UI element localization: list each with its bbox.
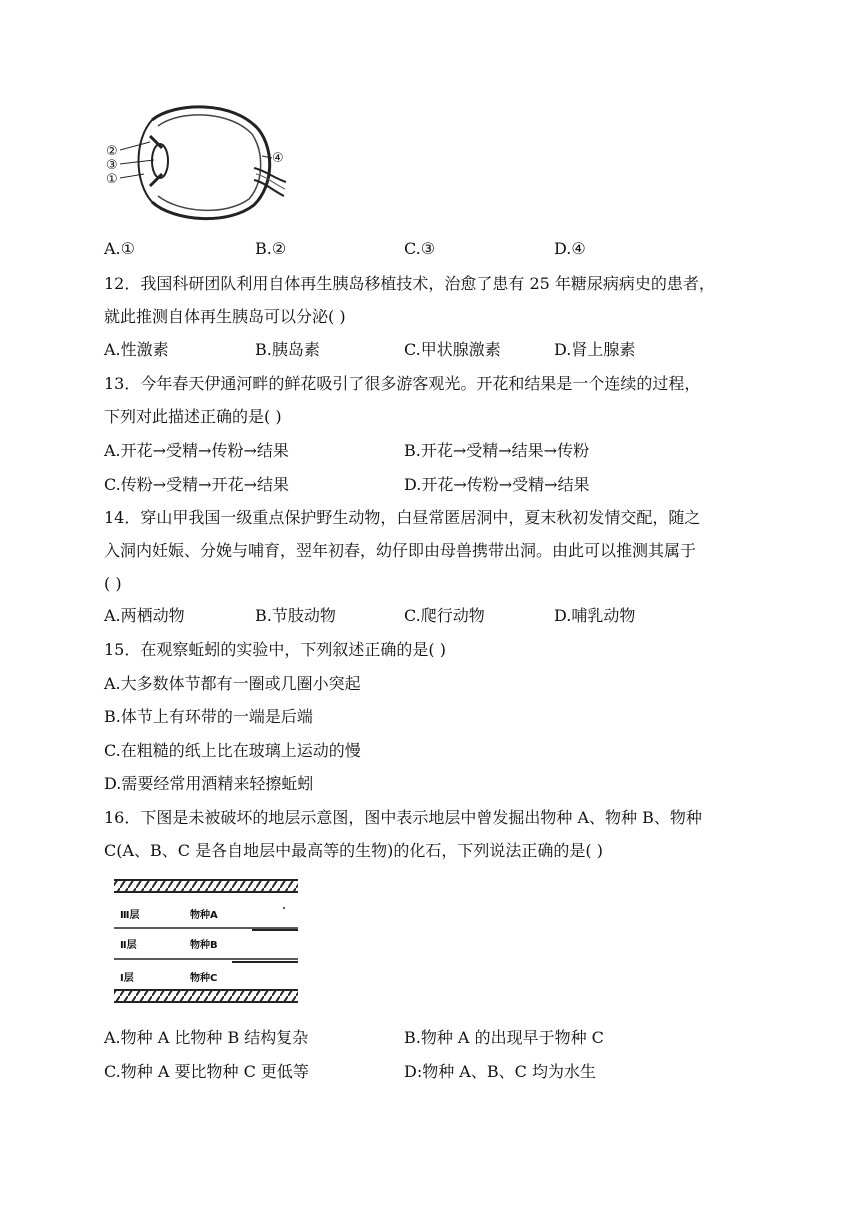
q14-option-d: D.哺乳动物	[554, 606, 636, 625]
strata-species-b: 物种B	[190, 940, 218, 951]
eye-label-2: ②	[106, 144, 118, 159]
strata-layer-3-label: Ⅲ层	[120, 910, 140, 921]
q14-stem-line2: 入洞内妊娠、分娩与哺育，翌年初春，幼仔即由母兽携带出洞。由此可以推测其属于	[104, 541, 697, 560]
q14-stem-line1: 14．穿山甲我国一级重点保护野生动物，白昼常匿居洞中，夏末秋初发情交配，随之	[104, 508, 701, 527]
q15-option-b: B.体节上有环带的一端是后端	[104, 707, 313, 726]
q15-option-a: A.大多数体节都有一圈或几圈小突起	[104, 674, 361, 693]
eye-diagram	[104, 100, 294, 225]
q14-option-c: C.爬行动物	[404, 606, 485, 625]
q14-option-a: A.两栖动物	[104, 606, 185, 625]
strata-diagram	[112, 876, 302, 1008]
q12-option-d: D.肾上腺素	[554, 340, 636, 359]
q13-option-a: A.开花→受精→传粉→结果	[104, 441, 289, 460]
q16-option-d: D:物种 A、B、C 均为水生	[404, 1062, 596, 1081]
q12-stem-line2: 就此推测自体再生胰岛可以分泌( )	[104, 307, 346, 326]
q15-option-c: C.在粗糙的纸上比在玻璃上运动的慢	[104, 741, 361, 760]
q11-option-a: A.①	[104, 239, 135, 258]
q11-option-b: B.②	[255, 239, 287, 258]
q12-option-a: A.性激素	[104, 340, 169, 359]
strata-layer-1-label: Ⅰ层	[120, 973, 134, 984]
q13-stem-line2: 下列对此描述正确的是( )	[104, 407, 282, 426]
q16-stem-line2: C(A、B、C 是各自地层中最高等的生物)的化石，下列说法正确的是( )	[104, 841, 603, 860]
q16-option-a: A.物种 A 比物种 B 结构复杂	[104, 1028, 309, 1047]
q12-option-b: B.胰岛素	[255, 340, 320, 359]
q12-stem-line1: 12．我国科研团队利用自体再生胰岛移植技术，治愈了患有 25 年糖尿病病史的患者，	[104, 274, 715, 293]
q11-option-c: C.③	[404, 239, 436, 258]
q11-option-d: D.④	[554, 239, 586, 258]
q15-stem: 15．在观察蚯蚓的实验中，下列叙述正确的是( )	[104, 640, 446, 659]
q16-option-c: C.物种 A 要比物种 C 更低等	[104, 1062, 309, 1081]
q12-option-c: C.甲状腺激素	[404, 340, 501, 359]
q14-stem-line3: ( )	[104, 574, 122, 593]
eye-label-4: ④	[272, 151, 284, 166]
q13-option-b: B.开花→受精→结果→传粉	[404, 441, 590, 460]
q13-option-d: D.开花→传粉→受精→结果	[404, 475, 590, 494]
q15-option-d: D.需要经常用酒精来轻擦蚯蚓	[104, 774, 314, 793]
q13-option-c: C.传粉→受精→开花→结果	[104, 475, 289, 494]
q16-stem-line1: 16．下图是未被破坏的地层示意图，图中表示地层中曾发掘出物种 A、物种 B、物种	[104, 808, 702, 827]
strata-species-a: 物种A	[190, 910, 218, 921]
eye-label-3: ③	[106, 158, 118, 173]
q13-stem-line1: 13．今年春天伊通河畔的鲜花吸引了很多游客观光。开花和结果是一个连续的过程，	[104, 374, 701, 393]
strata-species-c: 物种C	[190, 973, 218, 984]
q14-option-b: B.节肢动物	[255, 606, 336, 625]
strata-layer-2-label: Ⅱ层	[120, 940, 137, 951]
q16-option-b: B.物种 A 的出现早于物种 C	[404, 1028, 604, 1047]
eye-label-1: ①	[106, 172, 118, 187]
